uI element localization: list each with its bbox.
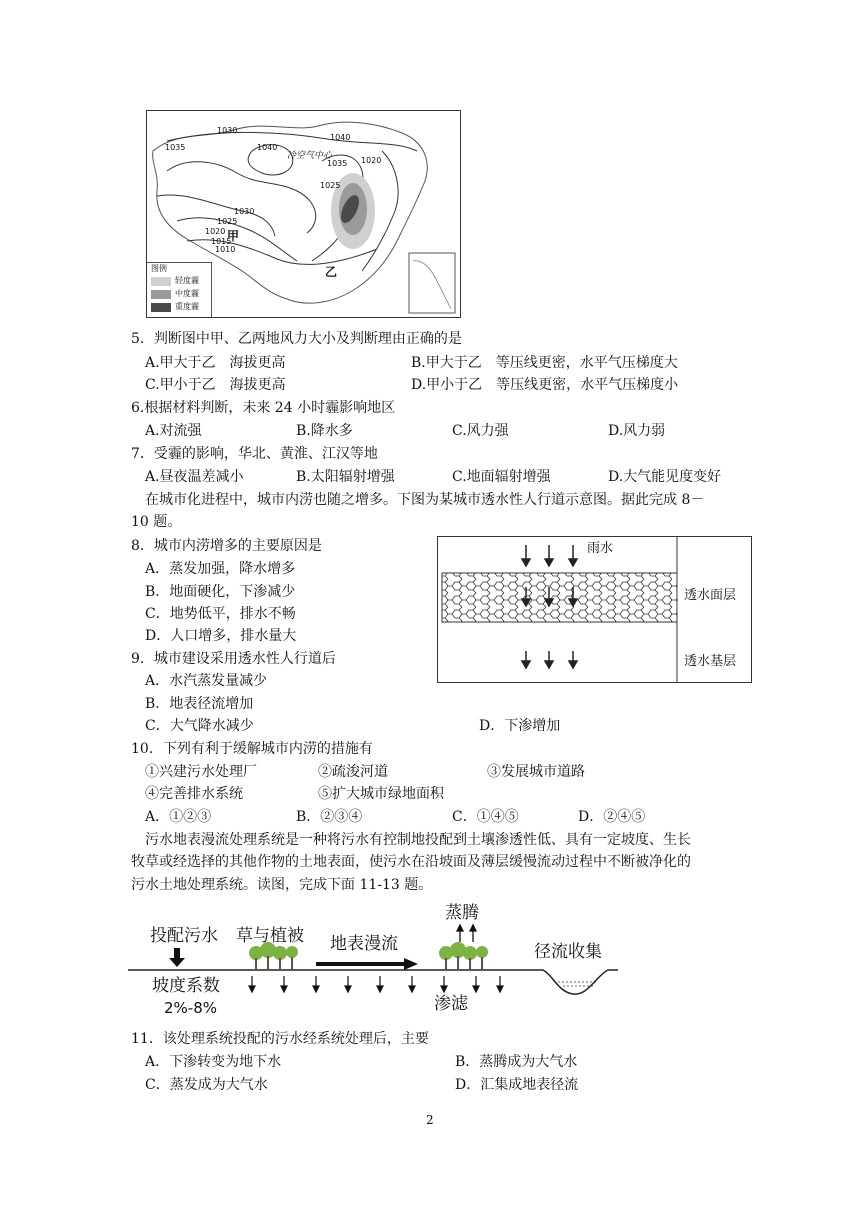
isobar-label: 1030 bbox=[217, 126, 238, 135]
q11-option-c[interactable]: C．蒸发成为大气水 bbox=[145, 1077, 268, 1093]
q5-option-a[interactable]: A.甲大于乙 海拔更高 bbox=[145, 355, 286, 371]
rain-label: 雨水 bbox=[587, 541, 614, 556]
q9-option-c[interactable]: C．大气降水减少 bbox=[145, 718, 254, 734]
legend-title: 图例 bbox=[151, 264, 167, 273]
isobar-label: 1010 bbox=[215, 245, 236, 254]
q10-option-c[interactable]: C．①④⑤ bbox=[452, 809, 519, 825]
q11-stem: 11．该处理系统投配的污水经系统处理后，主要 bbox=[131, 1031, 429, 1047]
isobar-label: 1030 bbox=[234, 207, 255, 216]
q9-option-d[interactable]: D．下渗增加 bbox=[479, 718, 561, 734]
vegetation-cluster bbox=[439, 942, 488, 970]
q6-option-c[interactable]: C.风力强 bbox=[452, 423, 509, 439]
legend-swatch-heavy bbox=[151, 303, 171, 312]
q7-option-b[interactable]: B.太阳辐射增强 bbox=[296, 469, 395, 485]
map-legend bbox=[147, 262, 212, 318]
runoff-collection-label: 径流收集 bbox=[534, 942, 602, 962]
isobar-label: 1015 bbox=[211, 237, 232, 246]
vegetation-cluster bbox=[249, 942, 298, 970]
q7-option-c[interactable]: C.地面辐射增强 bbox=[452, 469, 551, 485]
inlet-arrow bbox=[169, 948, 185, 967]
q10-item-5: ⑤扩大城市绿地面积 bbox=[318, 786, 444, 802]
q11-option-b[interactable]: B．蒸腾成为大气水 bbox=[455, 1054, 578, 1070]
q10-item-2: ②疏浚河道 bbox=[318, 764, 388, 780]
q6-option-b[interactable]: B.降水多 bbox=[296, 423, 353, 439]
q6-option-d[interactable]: D.风力弱 bbox=[608, 423, 666, 439]
isobar-label: 1040 bbox=[257, 143, 278, 152]
q10-option-d[interactable]: D．②④⑤ bbox=[578, 809, 646, 825]
inlet-label: 投配污水 bbox=[150, 926, 218, 946]
legend-swatch-moderate bbox=[151, 290, 171, 299]
intro-8-10-line1: 在城市化进程中，城市内涝也随之增多。下图为某城市透水性人行道示意图。据此完成 8－ bbox=[145, 492, 705, 508]
legend-label-moderate: 中度霾 bbox=[175, 289, 199, 298]
q8-option-c[interactable]: C．地势低平，排水不畅 bbox=[145, 606, 296, 622]
haze-weather-map bbox=[146, 110, 461, 318]
q9-stem: 9．城市建设采用透水性人行道后 bbox=[131, 651, 336, 667]
isobar-label: 1035 bbox=[165, 143, 186, 152]
q6-option-a[interactable]: A.对流强 bbox=[145, 423, 202, 439]
q10-stem: 10．下列有利于缓解城市内涝的措施有 bbox=[131, 741, 373, 757]
isobar-label: 1020 bbox=[205, 227, 226, 236]
q10-item-4: ④完善排水系统 bbox=[145, 786, 243, 802]
q10-option-b[interactable]: B．②③④ bbox=[296, 809, 363, 825]
q8-option-b[interactable]: B．地面硬化，下渗减少 bbox=[145, 584, 296, 600]
intro-11-13-line1: 污水地表漫流处理系统是一种将污水有控制地投配到土壤渗透性低、具有一定坡度、生长 bbox=[145, 832, 691, 848]
q8-option-a[interactable]: A．蒸发加强，降水增多 bbox=[145, 561, 296, 577]
intro-11-13-line2: 牧草或经选择的其他作物的土地表面，使污水在沿坡面及薄层缓慢流动过程中不断被净化的 bbox=[131, 854, 691, 870]
isobar-label: 1040 bbox=[330, 133, 351, 142]
q10-option-a[interactable]: A．①②③ bbox=[145, 809, 212, 825]
q11-option-d[interactable]: D．汇集成地表径流 bbox=[455, 1077, 579, 1093]
intro-11-13-line3: 污水土地处理系统。读图，完成下面 11-13 题。 bbox=[131, 877, 433, 893]
overland-flow-diagram bbox=[128, 900, 618, 1025]
overland-label: 地表漫流 bbox=[330, 934, 398, 954]
isobar-label: 1035 bbox=[327, 159, 348, 168]
q5-stem: 5．判断图中甲、乙两地风力大小及判断理由正确的是 bbox=[131, 331, 462, 347]
isobar-label: 1020 bbox=[361, 156, 382, 165]
surface-layer-label: 透水面层 bbox=[684, 588, 737, 603]
permeable-surface-layer bbox=[442, 573, 677, 622]
legend-swatch-light bbox=[151, 277, 171, 286]
transpiration-label: 蒸腾 bbox=[445, 903, 479, 923]
q5-option-d[interactable]: D.甲小于乙 等压线更密，水平气压梯度小 bbox=[411, 377, 679, 393]
seepage-label: 渗滤 bbox=[434, 994, 468, 1014]
slope-value: 2%-8% bbox=[164, 999, 218, 1017]
rain-arrows bbox=[522, 545, 577, 566]
q11-option-a[interactable]: A．下渗转变为地下水 bbox=[145, 1054, 282, 1070]
q7-stem: 7．受霾的影响，华北、黄淮、江汉等地 bbox=[131, 446, 378, 462]
legend-label-heavy: 重度霾 bbox=[175, 302, 199, 311]
q6-stem: 6.根据材料判断，未来 24 小时霾影响地区 bbox=[131, 400, 396, 416]
intro-8-10-line2: 10 题。 bbox=[131, 514, 182, 530]
isobar-label: 1025 bbox=[320, 181, 341, 190]
seepage-arrows bbox=[249, 976, 503, 992]
base-arrows bbox=[522, 651, 577, 668]
q10-item-1: ①兴建污水处理厂 bbox=[145, 764, 257, 780]
permeable-pavement-diagram bbox=[437, 536, 752, 683]
base-layer-label: 透水基层 bbox=[684, 654, 737, 669]
q9-option-b[interactable]: B．地表径流增加 bbox=[145, 696, 254, 712]
place-yi: 乙 bbox=[325, 265, 338, 279]
q7-option-d[interactable]: D.大气能见度变好 bbox=[608, 469, 722, 485]
q5-option-c[interactable]: C.甲小于乙 海拔更高 bbox=[145, 377, 286, 393]
q7-option-a[interactable]: A.昼夜温差减小 bbox=[145, 469, 244, 485]
overland-flow-arrow bbox=[316, 958, 418, 970]
plants-label: 草与植被 bbox=[236, 926, 304, 946]
legend-label-light: 轻度霾 bbox=[175, 276, 199, 285]
transpiration-arrows bbox=[457, 925, 476, 942]
q8-option-d[interactable]: D．人口增多，排水量大 bbox=[145, 628, 297, 644]
q9-option-a[interactable]: A．水汽蒸发量减少 bbox=[145, 673, 268, 689]
page-number: 2 bbox=[426, 1113, 434, 1127]
isobar-label: 1025 bbox=[217, 217, 238, 226]
cold-air-center-label: 冷空气中心 bbox=[287, 151, 333, 161]
place-jia: 甲 bbox=[227, 229, 240, 243]
q5-option-b[interactable]: B.甲大于乙 等压线更密，水平气压梯度大 bbox=[411, 355, 678, 371]
q10-item-3: ③发展城市道路 bbox=[487, 764, 585, 780]
q8-stem: 8．城市内涝增多的主要原因是 bbox=[131, 538, 322, 554]
slope-label: 坡度系数 bbox=[152, 976, 220, 996]
